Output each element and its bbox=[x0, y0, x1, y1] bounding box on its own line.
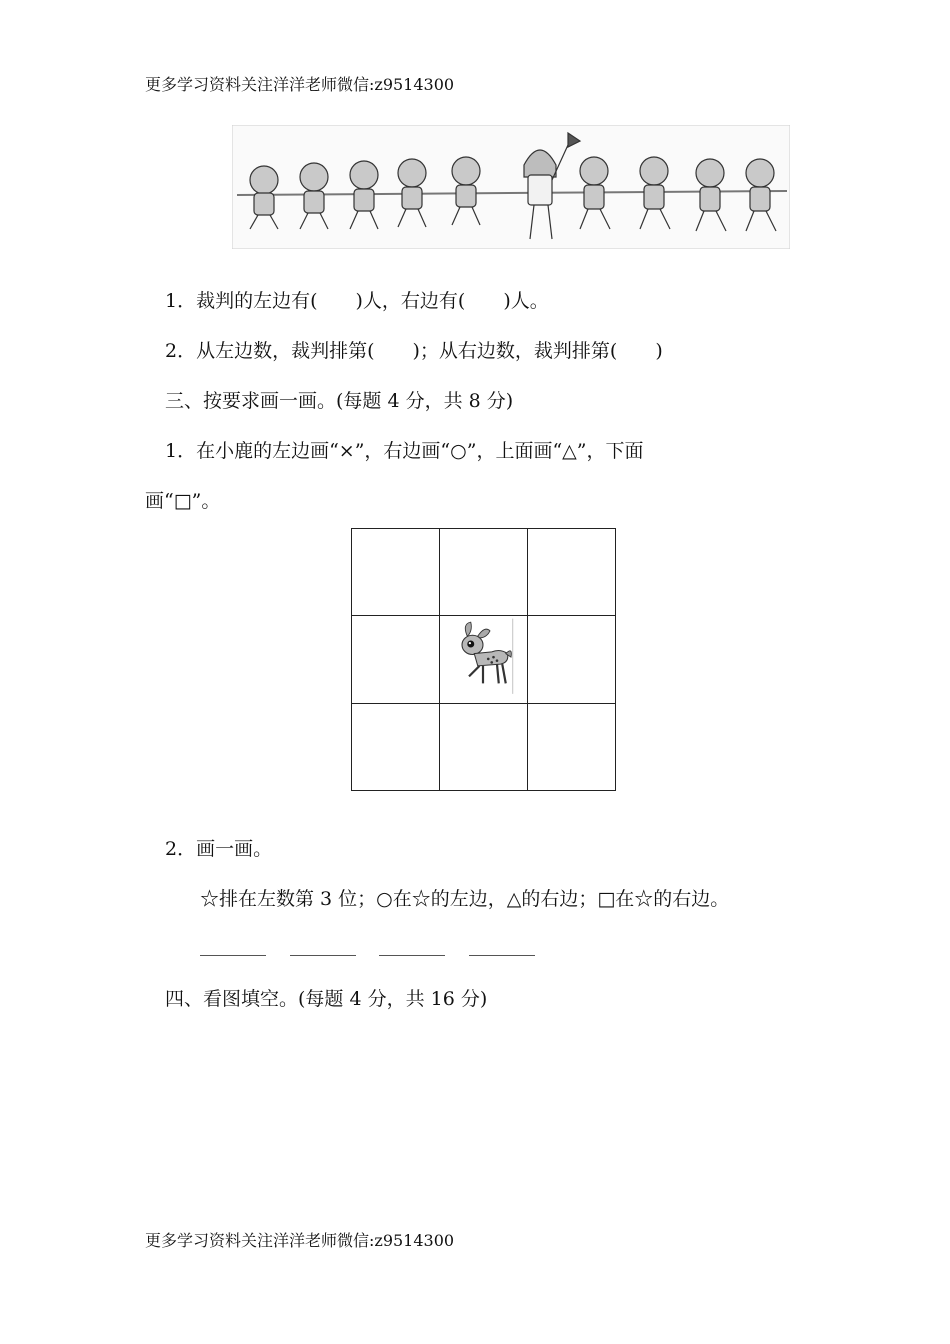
tug-of-war-illustration bbox=[232, 125, 790, 249]
answer-blank-2[interactable] bbox=[290, 955, 356, 956]
question-draw-title: 2．画一画。 bbox=[165, 838, 273, 860]
question-draw-around-deer-line1: 1．在小鹿的左边画“×”，右边画“○”，上面画“△”，下面 bbox=[165, 440, 644, 462]
drawing-grid bbox=[351, 528, 616, 791]
grid-cell-bottom-center[interactable] bbox=[440, 704, 528, 791]
grid-cell-bottom-right[interactable] bbox=[528, 704, 616, 791]
answer-blank-3[interactable] bbox=[379, 955, 445, 956]
question-draw-around-deer-line2: 画“□”。 bbox=[145, 490, 221, 512]
deer-icon bbox=[448, 618, 518, 698]
grid-cell-top-left[interactable] bbox=[352, 529, 440, 616]
answer-blank-1[interactable] bbox=[200, 955, 266, 956]
header-watermark: 更多学习资料关注洋洋老师微信:z9514300 bbox=[145, 75, 455, 94]
section-3-title: 三、按要求画一画。(每题 4 分，共 8 分) bbox=[165, 390, 514, 412]
grid-cell-middle-right[interactable] bbox=[528, 616, 616, 703]
section-4-title: 四、看图填空。(每题 4 分，共 16 分) bbox=[165, 988, 488, 1010]
footer-watermark: 更多学习资料关注洋洋老师微信:z9514300 bbox=[145, 1231, 455, 1250]
question-draw-instruction: ☆排在左数第 3 位；○在☆的左边，△的右边；□在☆的右边。 bbox=[200, 888, 730, 910]
grid-cell-top-right[interactable] bbox=[528, 529, 616, 616]
question-referee-left-right: 1．裁判的左边有( )人，右边有( )人。 bbox=[165, 290, 549, 312]
grid-cell-bottom-left[interactable] bbox=[352, 704, 440, 791]
question-referee-position: 2．从左边数，裁判排第( )；从右边数，裁判排第( ) bbox=[165, 340, 663, 362]
grid-cell-center bbox=[440, 616, 528, 703]
grid-cell-top-center[interactable] bbox=[440, 529, 528, 616]
grid-cell-middle-left[interactable] bbox=[352, 616, 440, 703]
answer-blank-4[interactable] bbox=[469, 955, 535, 956]
